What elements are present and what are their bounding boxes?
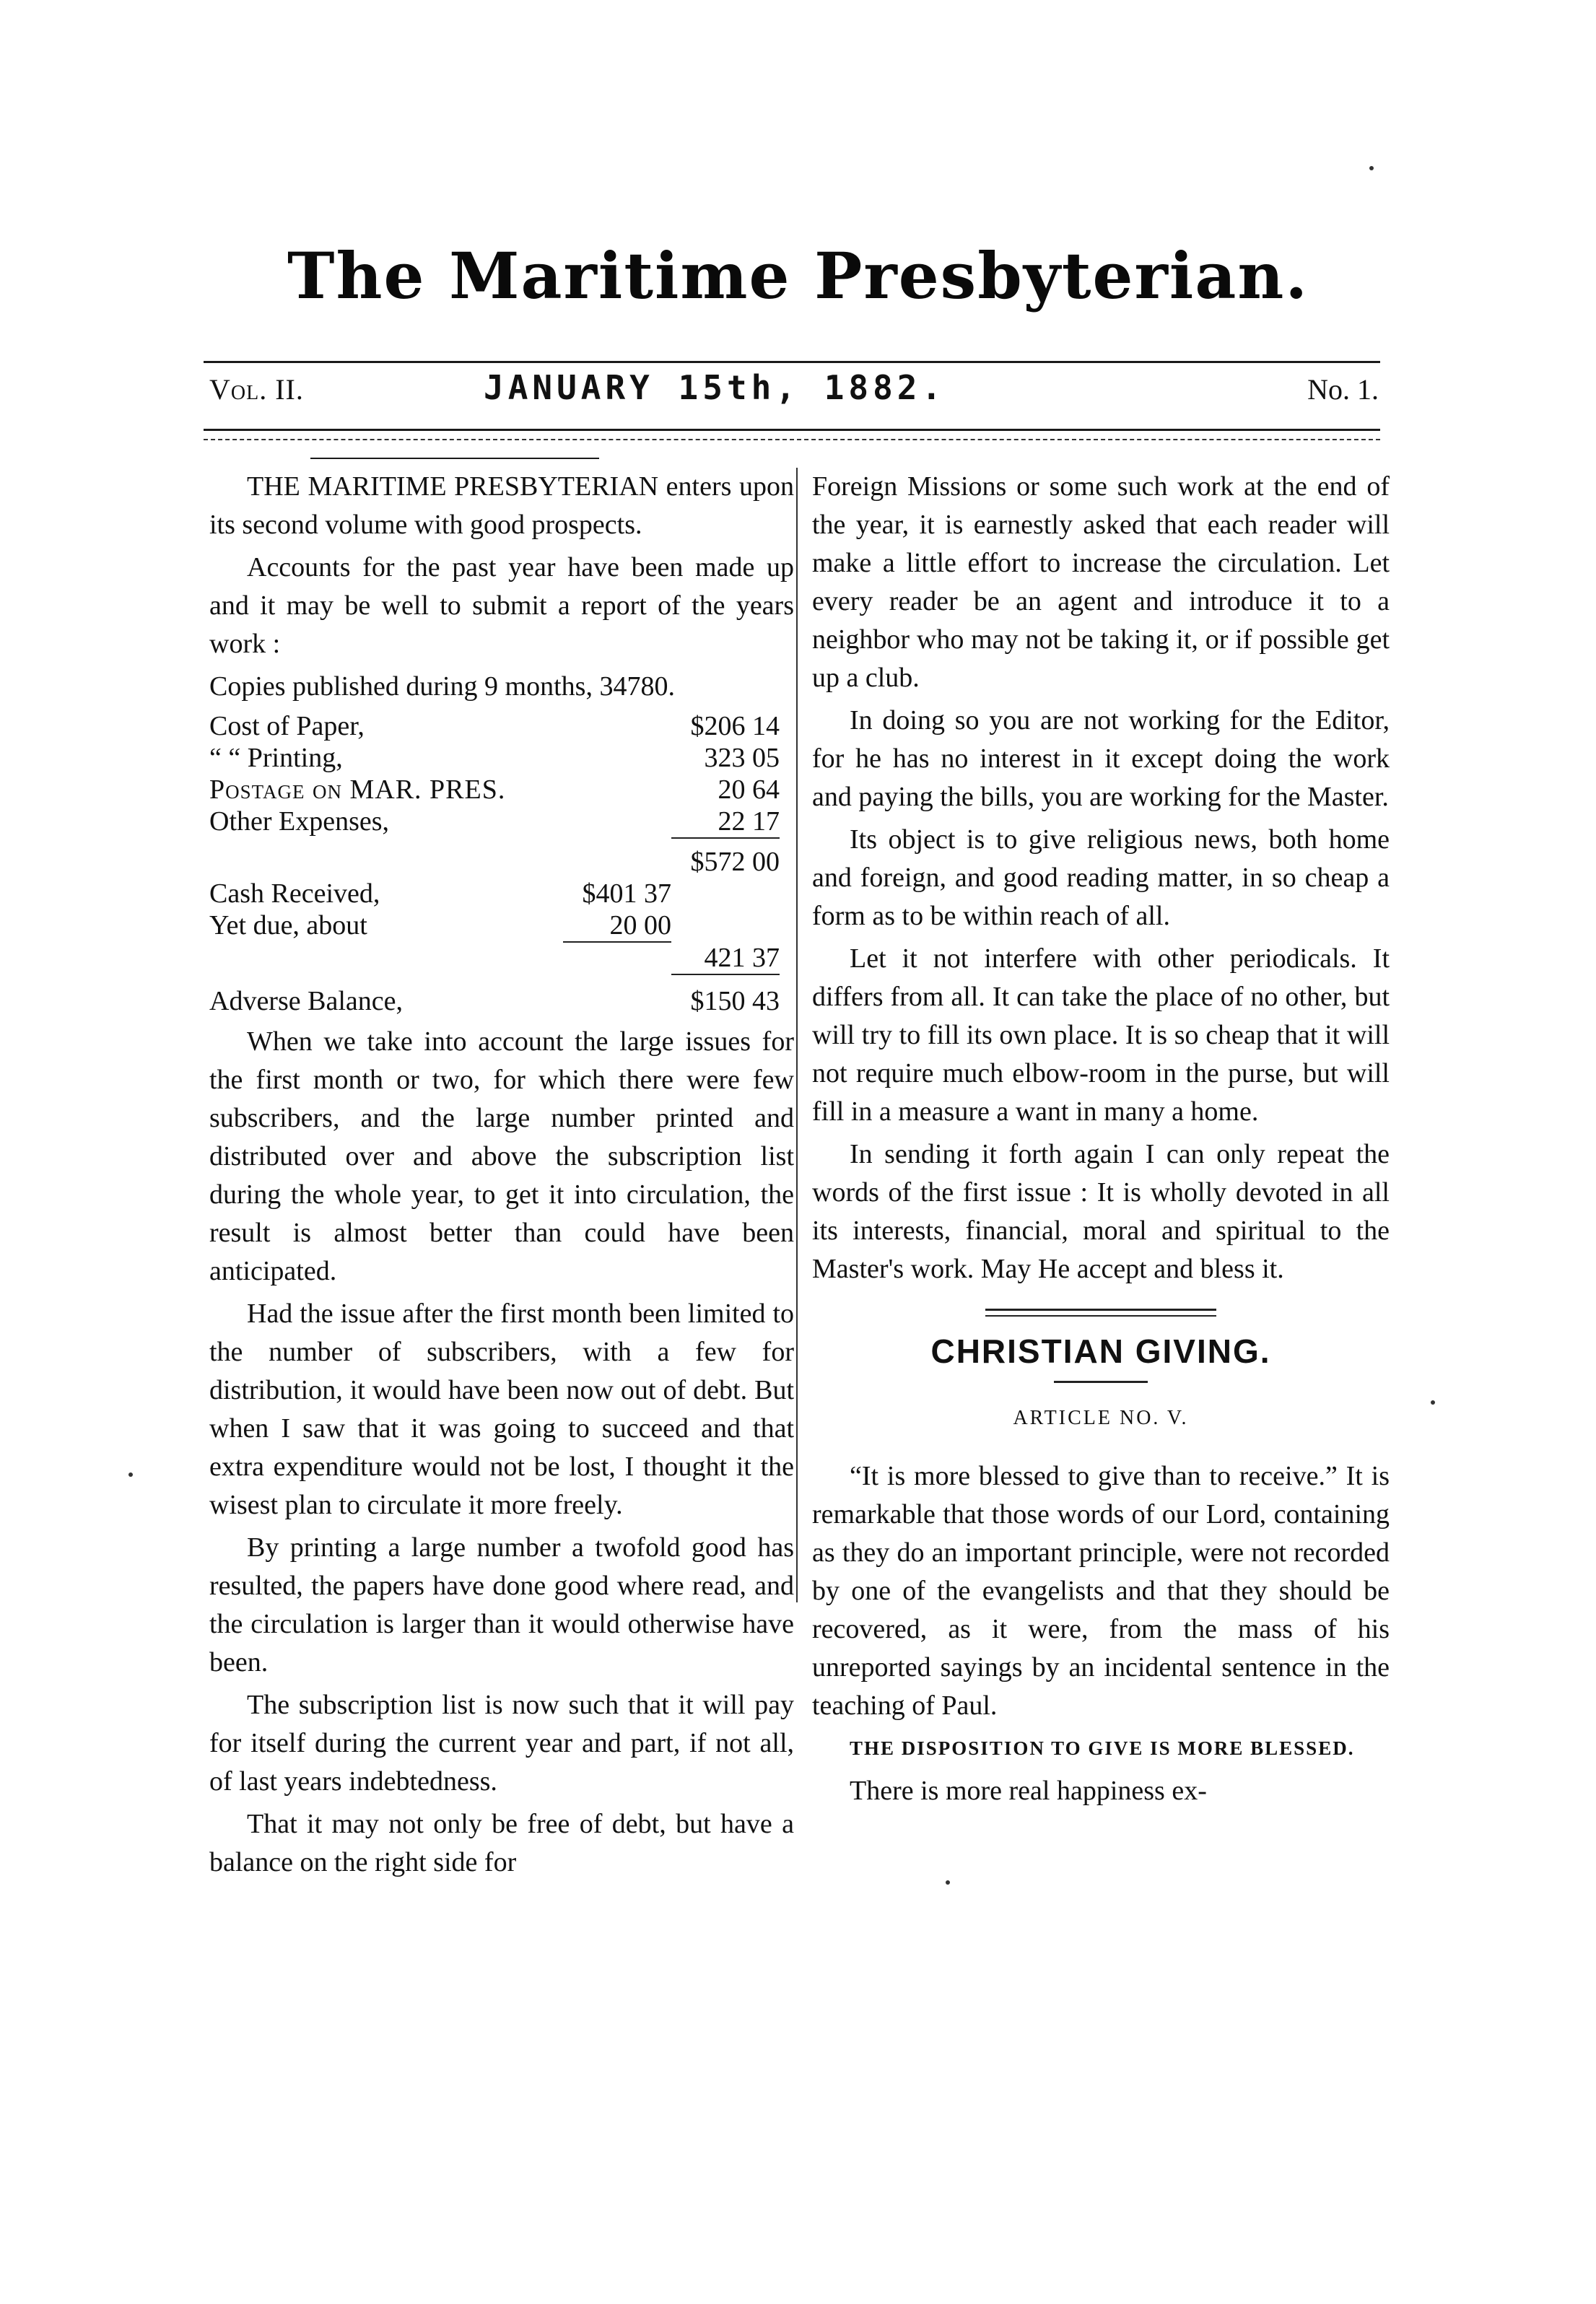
due-label: Yet due, about: [209, 910, 367, 941]
paragraph: Foreign Missions or some such work at the end of the year, it is earnestly asked that each reader will make a little effort to increase the circulation. Let every reader be an agent and introduce it to a neighbor who may not be taking it, or if possible get up a club.: [812, 471, 1390, 693]
printing-label: “ “ Printing,: [209, 743, 343, 773]
table-row: [209, 942, 780, 974]
right-column: [812, 468, 1390, 1815]
table-row: [209, 909, 780, 942]
volume-label: Vol. II.: [209, 373, 304, 406]
paper-amount: $206 14: [690, 711, 780, 741]
balance-amount: $150 43: [690, 986, 780, 1016]
printing-amount: 323 05: [704, 743, 780, 773]
article-heading: CHRISTIAN GIVING.: [930, 1332, 1271, 1370]
issue-number: No. 1.: [1307, 373, 1379, 406]
header-rule-bottom: [204, 429, 1380, 431]
other-label: Other Expenses,: [209, 806, 390, 837]
heading-rule: [1054, 1381, 1148, 1383]
paragraph: That it may not only be free of debt, but have a balance on the right side for: [209, 1809, 794, 1877]
paragraph: “It is more blessed to give than to receive.” It is remarkable that those words of our Lord, containing as they do an important principle, were not recorded by one of the evangelists and that they should be recovered, as it were, from the mass of his unreported sayings by an incidental sentence in the teaching of Paul.: [812, 1461, 1390, 1721]
copies-published: Copies published during 9 months, 34780.: [209, 671, 675, 702]
table-row: [209, 774, 780, 806]
print-speck: [1431, 1400, 1435, 1405]
other-amount: 22 17: [718, 806, 780, 837]
accounts-table: [209, 710, 780, 1017]
paragraph: Had the issue after the first month been limited to the number of subscribers, with a few for distribution, it would have been now out of debt. But when I saw that it was going to succeed and that extra expenditure would not be lost, I thought it the wisest plan to circulate it more freely.: [209, 1299, 794, 1520]
print-speck: [128, 1472, 133, 1477]
table-row: [209, 806, 780, 838]
cash-label: Cash Received,: [209, 878, 380, 909]
print-speck: [946, 1880, 950, 1885]
section-divider: [985, 1309, 1216, 1317]
paragraph: Let it not interfere with other periodicals. It differs from all. It can take the place of no other, but will try to fill its own place. It is so cheap that it will not require much elbow-room in the purse, but will fill in a measure a want in many a home.: [812, 943, 1390, 1127]
masthead-title: The Maritime Presbyterian.: [287, 238, 1309, 313]
paragraph: The subscription list is now such that it will pay for itself during the current year and part, if not all, of last years indebtedness.: [209, 1690, 794, 1797]
paragraph: There is more real happiness ex-: [850, 1776, 1207, 1806]
header-dashed-rule: [204, 439, 1380, 440]
table-row: [209, 974, 780, 985]
table-row: [209, 710, 780, 742]
postage-label: Postage on MAR. PRES.: [209, 774, 506, 805]
section-subheading: THE DISPOSITION TO GIVE IS MORE BLESSED.: [850, 1737, 1355, 1759]
postage-amount: 20 64: [718, 774, 780, 805]
paragraph: In doing so you are not working for the Editor, for he has no interest in it except doing the work and paying the bills, you are working for the Master.: [812, 705, 1390, 812]
left-column: [209, 468, 794, 1886]
column-head-rule-left: [310, 458, 599, 459]
balance-label: Adverse Balance,: [209, 986, 403, 1016]
cash-amount: $401 37: [582, 878, 671, 909]
paragraph: When we take into account the large issues for the first month or two, for which there were few subscribers, and the large number printed and distributed over and above the subscription list during the whole year, to get it into circulation, the result is almost better than could have been anticipated.: [209, 1026, 794, 1286]
paper-label: Cost of Paper,: [209, 711, 365, 741]
paragraph: By printing a large number a twofold good has resulted, the papers have done good where read, and the circulation is larger than it would otherwise have been.: [209, 1532, 794, 1677]
dateline: [209, 367, 1379, 413]
table-row: [209, 878, 780, 909]
table-row: [209, 838, 780, 878]
expenses-total: $572 00: [671, 838, 780, 878]
article-number: ARTICLE NO. V.: [1013, 1407, 1189, 1429]
intro-paragraph: THE MARITIME PRESBYTERIAN enters upon its second volume with good prospects.: [209, 471, 794, 540]
table-row: [209, 742, 780, 774]
accounts-paragraph: Accounts for the past year have been made up and it may be well to submit a report of the years work :: [209, 552, 794, 659]
column-divider: [796, 468, 798, 1602]
received-total: 421 37: [704, 943, 780, 973]
due-amount: 20 00: [609, 910, 671, 941]
paragraph: Its object is to give religious news, both home and foreign, and good reading matter, in so cheap a form as to be within reach of all.: [812, 824, 1390, 931]
table-row: [209, 985, 780, 1017]
header-rule-top: [204, 361, 1380, 363]
print-speck: [1369, 166, 1374, 170]
issue-date: JANUARY 15th, 1882.: [484, 368, 946, 407]
paragraph: In sending it forth again I can only repeat the words of the first issue : It is wholly devoted in all its interests, financial, moral and spiritual to the Master's work. May He accept and bless it.: [812, 1139, 1390, 1284]
